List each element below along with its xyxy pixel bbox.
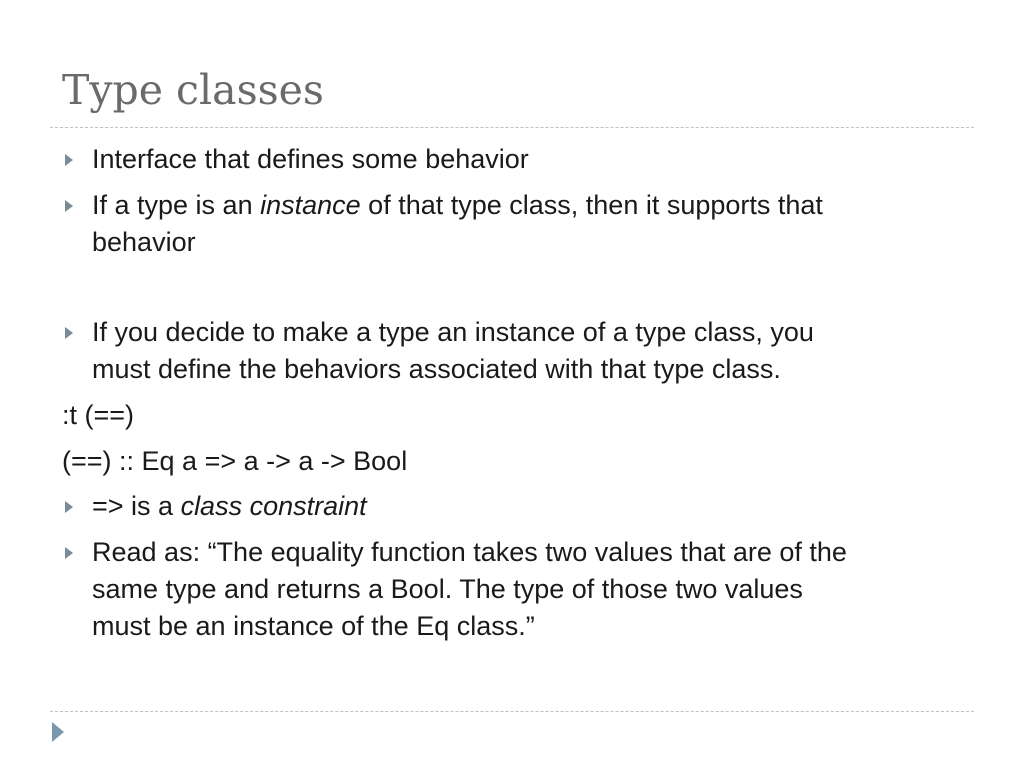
instance-term: instance <box>260 190 361 220</box>
title-divider <box>50 127 974 128</box>
next-slide-icon[interactable] <box>52 722 64 742</box>
code-line-type-query: :t (==) <box>62 400 135 430</box>
bullet-instance-line2: behavior <box>92 227 196 257</box>
bullet-instance-line1 <box>92 187 823 224</box>
slide-title: Type classes <box>62 66 324 114</box>
code-line-type-signature: (==) :: Eq a => a -> a -> Bool <box>62 446 408 476</box>
bullet-decide-line1: If you decide to make a type an instance of a type class, you <box>92 317 814 347</box>
bullet-instance-post: of that type class, then it supports that <box>360 190 823 220</box>
triangle-bullet-icon <box>65 501 73 513</box>
bullet-interface: Interface that defines some behavior <box>92 144 529 174</box>
bullet-instance-pre: If a type is an <box>92 190 261 220</box>
triangle-bullet-icon <box>65 327 73 339</box>
bullet-read-as-line1: Read as: “The equality function takes two values that are of the <box>92 537 847 567</box>
footer-divider <box>50 711 974 712</box>
triangle-bullet-icon <box>65 200 73 212</box>
class-constraint-term: class constraint <box>180 491 367 521</box>
bullet-read-as-line3: must be an instance of the Eq class.” <box>92 611 535 641</box>
bullet-read-as-line2: same type and returns a Bool. The type of those two values <box>92 574 803 604</box>
bullet-constraint <box>92 488 367 525</box>
bullet-constraint-pre: => is a <box>92 491 181 521</box>
bullet-decide-line2: must define the behaviors associated with that type class. <box>92 354 781 384</box>
triangle-bullet-icon <box>65 154 73 166</box>
triangle-bullet-icon <box>65 547 73 559</box>
